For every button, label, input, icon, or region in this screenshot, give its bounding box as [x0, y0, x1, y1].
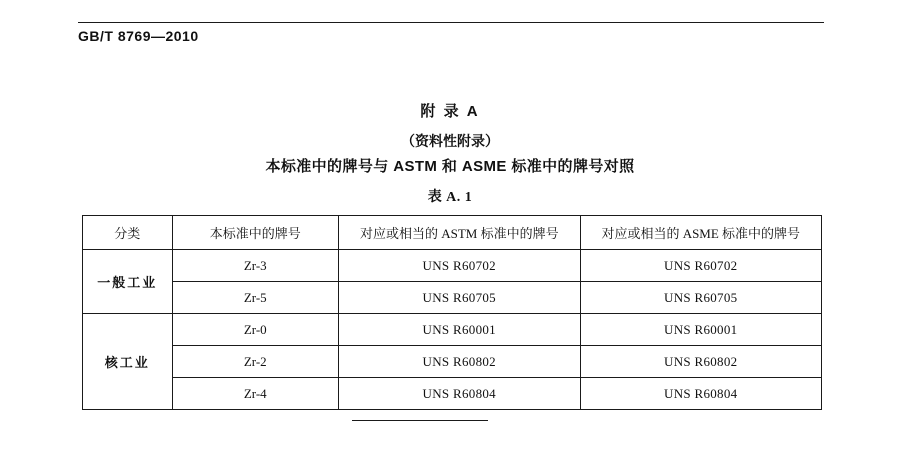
- asme-grade-cell: UNS R60702: [580, 250, 822, 282]
- header-divider: [78, 22, 824, 23]
- annex-heading: 本标准中的牌号与 ASTM 和 ASME 标准中的牌号对照: [265, 158, 635, 175]
- table-row: [83, 346, 822, 378]
- table-caption: 表 A. 1: [427, 190, 473, 205]
- annex-kind: （资料性附录）: [401, 133, 499, 149]
- standard-number: GB/T 8769—2010: [78, 28, 199, 44]
- astm-grade-cell: UNS R60705: [339, 282, 580, 314]
- astm-grade-cell: UNS R60001: [339, 314, 580, 346]
- grade-comparison-table: [82, 215, 822, 410]
- grade-cell: Zr-0: [172, 314, 339, 346]
- table-header-row: [83, 216, 822, 250]
- table-row: [83, 282, 822, 314]
- astm-grade-cell: UNS R60802: [339, 346, 580, 378]
- column-header-this-standard: 本标准中的牌号: [172, 216, 339, 250]
- astm-grade-cell: UNS R60804: [339, 378, 580, 410]
- asme-grade-cell: UNS R60804: [580, 378, 822, 410]
- column-header-asme: 对应或相当的 ASME 标准中的牌号: [580, 216, 822, 250]
- comparison-table-container: [82, 215, 822, 410]
- astm-grade-cell: UNS R60702: [339, 250, 580, 282]
- category-cell-general-industry: 一般工业: [83, 250, 173, 314]
- column-header-category: 分类: [83, 216, 173, 250]
- table-row: [83, 314, 822, 346]
- grade-cell: Zr-3: [172, 250, 339, 282]
- annex-title: 附 录 A: [420, 103, 480, 120]
- category-cell-nuclear-industry: 核工业: [83, 314, 173, 410]
- table-row: [83, 250, 822, 282]
- asme-grade-cell: UNS R60001: [580, 314, 822, 346]
- asme-grade-cell: UNS R60705: [580, 282, 822, 314]
- grade-cell: Zr-5: [172, 282, 339, 314]
- asme-grade-cell: UNS R60802: [580, 346, 822, 378]
- grade-cell: Zr-2: [172, 346, 339, 378]
- grade-cell: Zr-4: [172, 378, 339, 410]
- column-header-astm: 对应或相当的 ASTM 标准中的牌号: [339, 216, 580, 250]
- table-row: [83, 378, 822, 410]
- footer-divider: [352, 420, 488, 421]
